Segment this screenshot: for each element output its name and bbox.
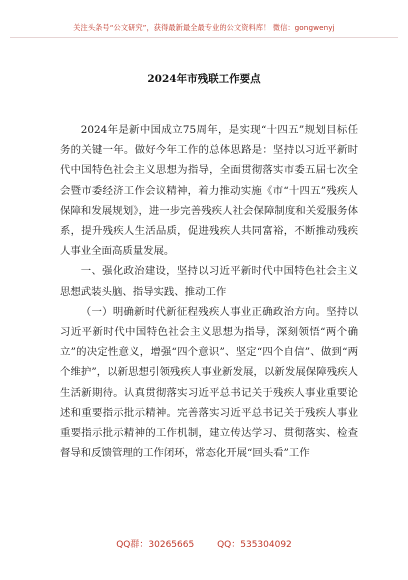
section-heading-1: 一、强化政治建设，坚持以习近平新时代中国特色社会主义思想武装头脑、指导实践、推动工作 [60, 265, 358, 298]
footer-qq-group: QQ群：30265665 [116, 540, 195, 550]
footer-contact [0, 537, 408, 550]
intro-paragraph: 2024年是新中国成立75周年，是实现“十四五”规划目标任务的关键一年。做好今年工作的总体思路是：坚持以习近平新时代中国特色社会主义思想为指导，全面贯彻落实市委五届七次全会暨市委经济工作会议精神，着力推动实施《市“十四五”残疾人保障和发展规划》，进一步完善残疾人社会保障制度和关爱服务体系，提升残疾人生活品质，促进残疾人共同富裕，不断推动残疾人事业全面高质量发展。 [60, 124, 358, 258]
header-divider [10, 37, 398, 38]
footer-qq-number: QQ：535304092 [217, 540, 292, 550]
subsection-paragraph-1: （一）明确新时代新征程残疾人事业正确政治方向。坚持以习近平新时代中国特色社会主义思想为指导，深刻领悟“两个确立”的决定性意义，增强“四个意识”、坚定“四个自信”、做到“两个维护”，以新思想引领残疾人事业新发展，以新发展保障残疾人生活新期待。认真贯彻落实习近平总书记关于残疾人事业重要论述和重要指示批示精神。完善落实习近平总书记关于残疾人事业重要指示批示精神的工作机制，建立传达学习、贯彻落实、检查督导和反馈管理的工作闭环，常态化开展“回头看”工作 [60, 305, 358, 460]
header-banner: 关注头条号“公文研究”，获得最新最全最专业的公文资料库！ 微信：gongwenyj [73, 23, 335, 32]
document-title: 2024年市残联工作要点 [147, 73, 261, 85]
document-body [60, 120, 358, 463]
